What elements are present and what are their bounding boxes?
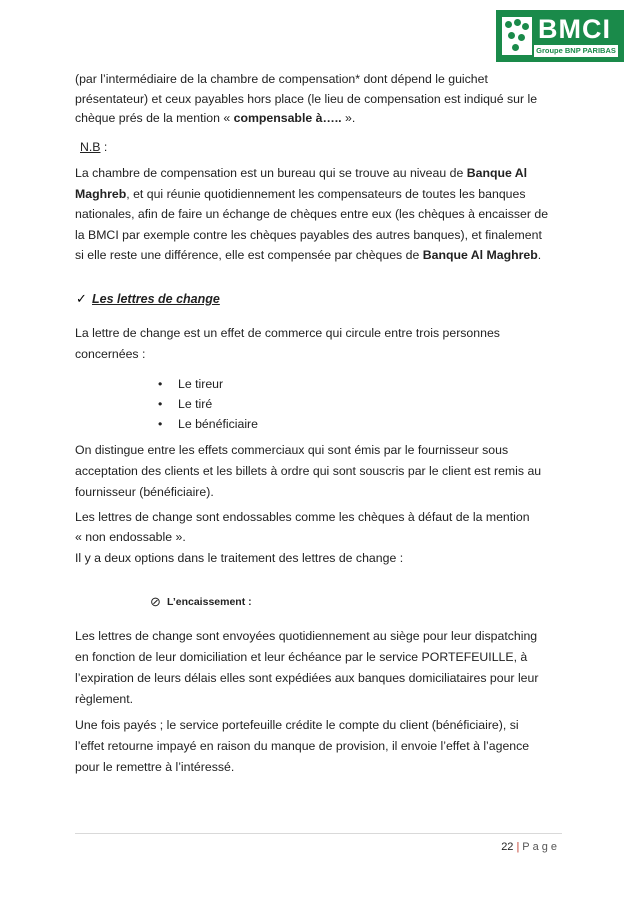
text-line: La lettre de change est un effet de commerce qui circule entre trois personnes [75, 326, 500, 340]
section-title: Les lettres de change [92, 292, 220, 306]
text-line: Une fois payés ; le service portefeuille crédite le compte du client (bénéficiaire), si [75, 718, 519, 732]
footer-divider [75, 833, 562, 834]
bmci-logo [496, 10, 624, 62]
text-line: l’effet retourne impayé en raison du manque de provision, il envoie l’effet à l’agence [75, 739, 530, 753]
paragraph-lettre-definition [75, 323, 562, 365]
page-number: 22 [501, 841, 514, 853]
text-line: pour le remettre à l’intéressé. [75, 760, 235, 774]
text-line: On distingue entre les effets commerciaux qui sont émis par le fournisseur sous [75, 443, 509, 457]
nb-label: N.B : [80, 140, 108, 154]
list-item: • Le bénéficiaire [160, 414, 258, 434]
paragraph-compensation [75, 70, 562, 129]
text-line: présentateur) et ceux payables hors place (le lieu de compensation est indiqué sur le [75, 91, 538, 106]
text-line: La chambre de compensation est un bureau qui se trouve au niveau de Banque Al [75, 166, 528, 180]
paragraph-paiement [75, 715, 562, 778]
text-line: chèque prés de la mention « compensable à….. ». [75, 111, 356, 125]
footer-separator: | [516, 841, 520, 853]
text-line: l’expiration de leurs délais elles sont expédiées aux banques domiciliataires pour leur [75, 671, 539, 685]
encaissement-heading: L’encaissement : [167, 596, 252, 608]
page-label: Page [522, 841, 560, 853]
text-line: la BMCI par exemple contre les chèques payables des autres banques), et finalement [75, 227, 542, 242]
text-line: fournisseur (bénéficiaire). [75, 485, 214, 499]
bnp-stars-icon [502, 17, 532, 55]
paragraph-encaissement [75, 626, 562, 710]
text-line: Maghreb, et qui réunie quotidiennement les compensateurs de toutes les banques [75, 186, 526, 201]
list-item: • Le tiré [160, 394, 258, 414]
text-line: si elle reste une différence, elle est compensée par chèques de Banque Al Maghreb. [75, 248, 542, 262]
bullet-list [160, 374, 258, 434]
text-line: règlement. [75, 692, 134, 706]
text-line: Les lettres de change sont envoyées quotidiennement au siège pour leur dispatching [75, 629, 538, 643]
logo-brand: BMCI [538, 14, 611, 44]
text-line: « non endossable ». [75, 530, 186, 544]
text-line: Les lettres de change sont endossables comme les chèques à défaut de la mention [75, 510, 530, 524]
paragraph-endossables [75, 507, 562, 547]
paragraph-effets [75, 440, 562, 503]
paragraph-options: Il y a deux options dans le traitement des lettres de change : [75, 551, 404, 565]
logo-subtitle: Groupe BNP PARIBAS [534, 45, 618, 57]
text-line: en fonction de leur domiciliation et leur échéance par le service PORTEFEUILLE, à [75, 650, 528, 664]
text-line: acceptation des clients et les billets à ordre qui sont souscris par le client est remis au [75, 464, 542, 478]
list-item: • Le tireur [160, 374, 258, 394]
no-phone-icon: ⊘ [150, 594, 161, 609]
text-line: (par l’intermédiaire de la chambre de compensation* dont dépend le guichet [75, 72, 488, 86]
paragraph-chambre [75, 163, 562, 266]
text-line: concernées : [75, 347, 146, 361]
checkmark-icon: ✓ [76, 291, 87, 306]
page-footer [501, 841, 560, 853]
text-line: nationales, afin de faire un échange de chèques entre eux (les chèques à encaisser de [75, 207, 549, 221]
